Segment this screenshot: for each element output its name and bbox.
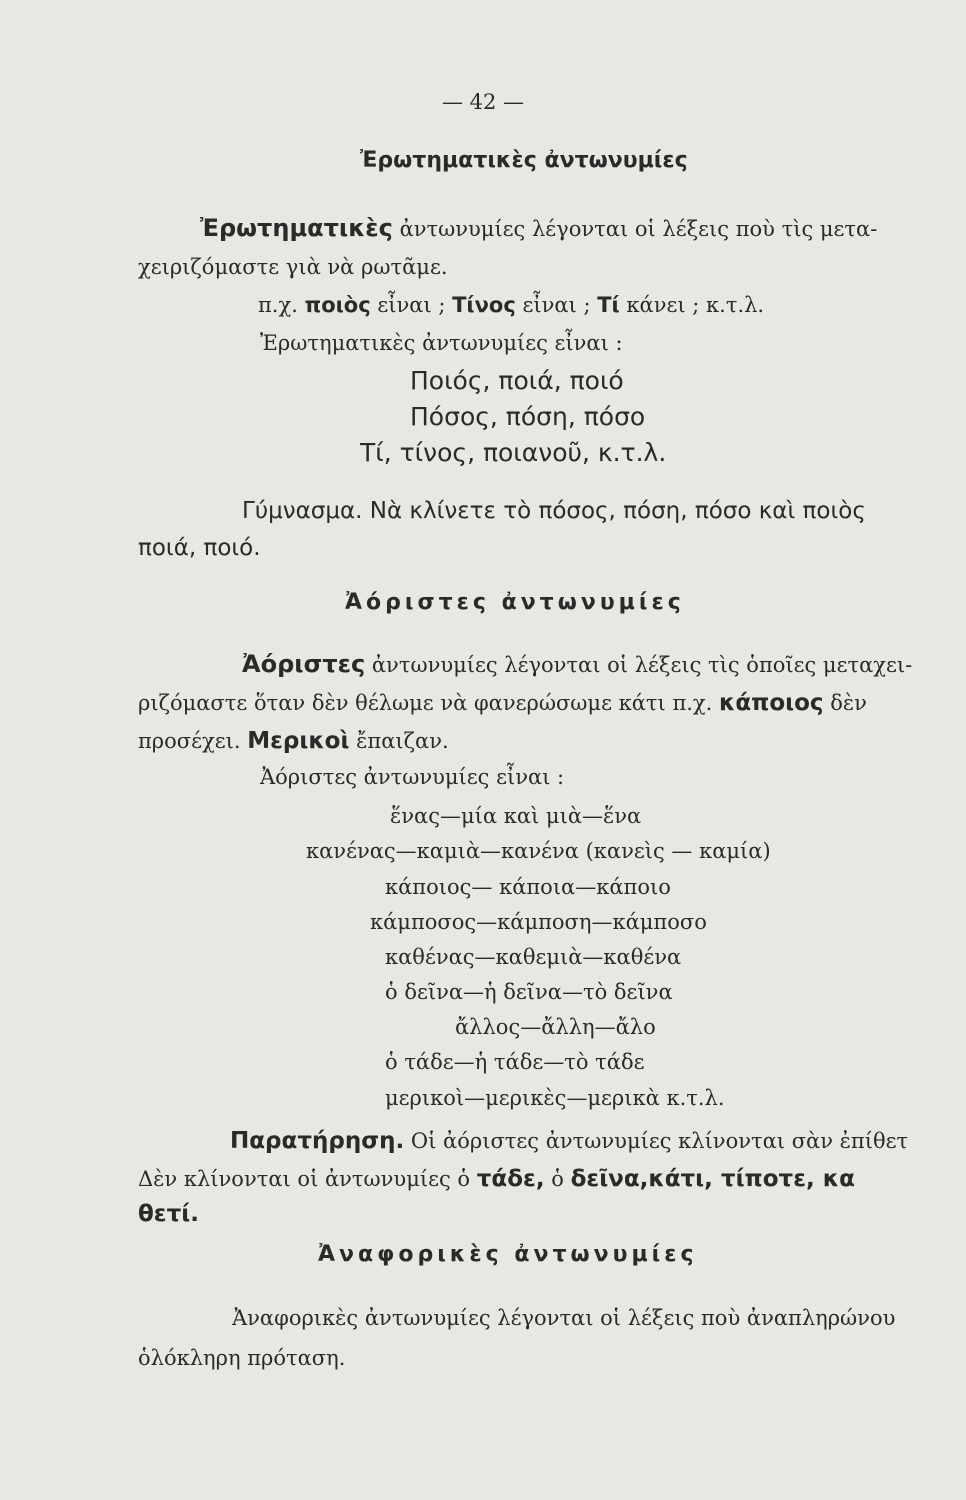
example-text: εἶναι ; <box>377 293 446 317</box>
pronoun-form: καθένας—καθεμιὰ—καθένα <box>385 945 682 969</box>
pronoun-form: μερικοὶ—μερικὲς—μερικὰ κ.τ.λ. <box>385 1086 725 1110</box>
definition-line-3 <box>138 730 449 753</box>
pronoun-form: κάμποσος—κάμποση—κάμποσο <box>370 910 707 934</box>
definition-text: ἀντωνυμίες λέγονται οἱ λέξεις τὶς ὁποῖες μεταχει- <box>371 653 913 677</box>
pronoun-form: Τί, τίνος, ποιανοῦ, κ.τ.λ. <box>360 438 667 467</box>
example-text: εἶναι ; <box>522 293 591 317</box>
definition-text: ἀντωνυμίες λέγονται οἱ λέξεις ποὺ τὶς μετα- <box>399 217 878 241</box>
indefinite-definition <box>242 652 912 676</box>
example-word: Τί <box>597 293 620 317</box>
definition-line-2: χειριζόμαστε γιὰ νὰ ρωτᾶμε. <box>138 255 448 279</box>
interrogative-example <box>258 295 764 316</box>
note-label: Παρατήρηση. <box>230 1128 405 1154</box>
note <box>230 1130 908 1153</box>
definition-text: ἔπαιζαν. <box>356 729 449 753</box>
exercise: Γύμνασμα. Νὰ κλίνετε τὸ πόσος, πόση, πόσο καὶ ποιὸς <box>242 498 866 524</box>
section-title-indefinite: Ἀόριστες ἀντωνυμίες <box>345 590 685 615</box>
example-word: Τίνος <box>452 293 516 317</box>
indefinite-list-intro: Ἀόριστες ἀντωνυμίες εἶναι : <box>260 765 565 789</box>
interrogative-definition <box>200 216 877 240</box>
example-word: δεῖνα,κάτι, τίποτε, κα <box>570 1166 855 1192</box>
note-line-2 <box>138 1168 855 1191</box>
pronoun-form: ὁ δεῖνα—ἡ δεῖνα—τὸ δεῖνα <box>385 980 673 1004</box>
section-title-interrogative: Ἐρωτηματικὲς ἀντωνυμίες <box>360 148 688 173</box>
section-title-relative: Ἀναφορικὲς ἀντωνυμίες <box>318 1242 698 1267</box>
pronoun-form: κάποιος— κάποια—κάποιο <box>385 875 671 899</box>
term-interrogative: Ἐρωτηματικὲς <box>200 214 393 242</box>
example-word: ποιὸς <box>304 293 371 317</box>
pronoun-form: ὁ τάδε—ἡ τάδε—τὸ τάδε <box>385 1050 645 1074</box>
pronoun-form: ἕνας—μία καὶ μιὰ—ἕνα <box>390 804 642 828</box>
pronoun-form: Ποιός, ποιά, ποιό <box>410 366 624 395</box>
pronoun-form: ἄλλος—ἄλλη—ἄλο <box>455 1015 656 1039</box>
example-text: κάνει ; κ.τ.λ. <box>626 293 765 317</box>
interrogative-list-intro: Ἐρωτηματικὲς ἀντωνυμίες εἶναι : <box>260 331 623 355</box>
pronoun-form: κανένας—καμιὰ—κανένα (κανεὶς — καμία) <box>306 839 771 863</box>
note-text: ὁ <box>551 1167 564 1191</box>
term-indefinite: Ἀόριστες <box>242 650 366 678</box>
example-prefix: π.χ. <box>258 293 298 317</box>
example-word: τάδε, <box>476 1166 545 1192</box>
pronoun-form: Πόσος, πόση, πόσο <box>410 402 646 431</box>
definition-text: δὲν <box>830 691 867 715</box>
exercise-line-2: ποιά, ποιό. <box>138 535 261 561</box>
definition-text: προσέχει. <box>138 729 241 753</box>
example-word: κάποιος <box>719 690 824 716</box>
note-text: Οἱ ἀόριστες ἀντωνυμίες κλίνονται σὰν ἐπίθετ <box>410 1129 909 1153</box>
definition-line-2 <box>138 692 867 715</box>
note-text: Δὲν κλίνονται οἱ ἀντωνυμίες ὁ <box>138 1167 471 1191</box>
note-line-3: θετί. <box>138 1201 199 1227</box>
relative-definition: Ἀναφορικὲς ἀντωνυμίες λέγονται οἱ λέξεις ποὺ ἀναπληρώνου <box>232 1306 896 1330</box>
page-number: — 42 — <box>441 90 525 114</box>
example-word: Μερικοὶ <box>247 728 350 754</box>
definition-line-2: ὁλόκληρη πρόταση. <box>138 1346 346 1370</box>
definition-text: ριζόμαστε ὅταν δὲν θέλωμε νὰ φανερώσωμε κάτι π.χ. <box>138 691 713 715</box>
